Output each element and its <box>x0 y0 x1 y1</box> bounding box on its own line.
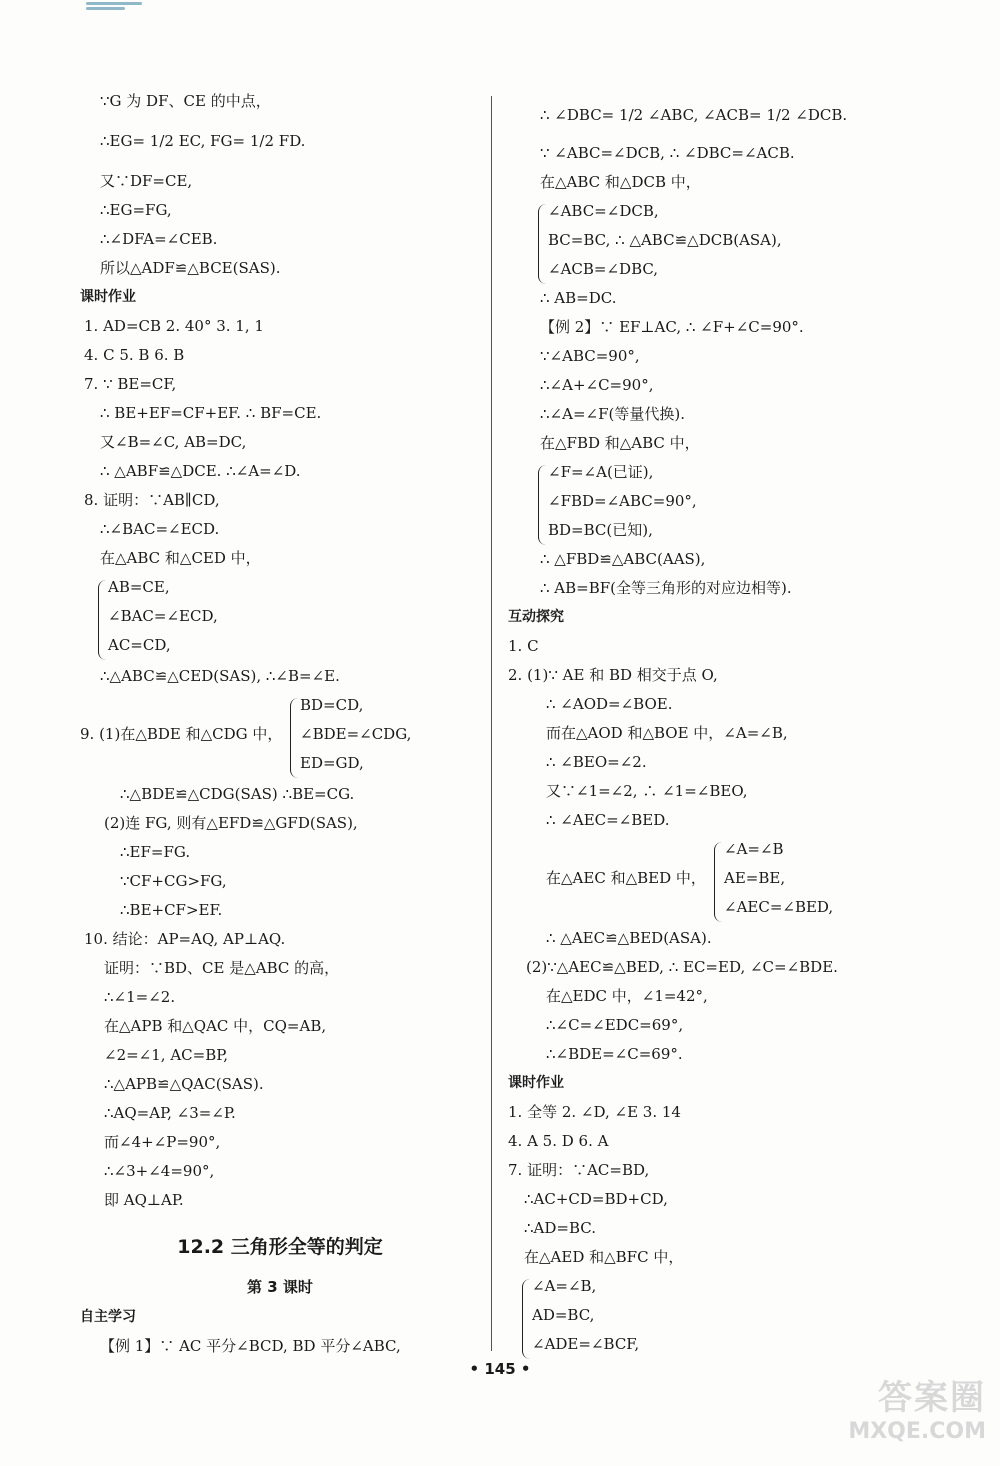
text-line: ∴ △AEC≌△BED(ASA). <box>546 929 712 947</box>
text-line: AD=BC, <box>532 1306 595 1324</box>
text-line: 又∵∠1=∠2, ∴ ∠1=∠BEO, <box>546 782 748 800</box>
text-line: ∵∠ABC=90°, <box>540 347 640 365</box>
text-line: ∴ ∠AOD=∠BOE. <box>546 695 673 713</box>
brace-icon <box>538 204 547 284</box>
text-line: ∴ AB=BF(全等三角形的对应边相等). <box>540 579 792 597</box>
text-line: 10. 结论：AP=AQ, AP⊥AQ. <box>84 930 286 948</box>
text-line: ∴ △FBD≌△ABC(AAS), <box>540 550 706 568</box>
section-title: 12.2 三角形全等的判定 <box>177 1236 383 1258</box>
text-line: 4. A 5. D 6. A <box>508 1132 609 1150</box>
text-line: ∴EG=FG, <box>100 201 172 219</box>
text-line: ED=GD, <box>300 754 364 772</box>
text-line: ∴AD=BC. <box>524 1219 596 1237</box>
text-line: ∠ABC=∠DCB, <box>548 202 659 220</box>
text-line: ∠A=∠B, <box>532 1277 597 1295</box>
text-line: ∴EF=FG. <box>120 843 191 861</box>
text-line: ∴∠BDE=∠C=69°. <box>546 1045 683 1063</box>
text-line: ∴∠C=∠EDC=69°, <box>546 1016 684 1034</box>
text-line: ∴ ∠DBC= 1/2 ∠ABC, ∠ACB= 1/2 ∠DCB. <box>540 106 848 124</box>
text-line: 在△APB 和△QAC 中，CQ=AB, <box>104 1017 327 1035</box>
text-line: (2)∵△AEC≌△BED, ∴ EC=ED, ∠C=∠BDE. <box>526 958 838 976</box>
text-line: 在△ABC 和△CED 中， <box>100 549 261 567</box>
text-line: 4. C 5. B 6. B <box>84 346 185 364</box>
text-line: 2. (1)∵ AE 和 BD 相交于点 O, <box>508 666 718 684</box>
text-line: ∴AQ=AP, ∠3=∠P. <box>104 1104 236 1122</box>
text-line: ∴△ABC≌△CED(SAS), ∴∠B=∠E. <box>100 667 340 685</box>
text-line: ∴AC+CD=BD+CD, <box>524 1190 668 1208</box>
text-line: 而∠4+∠P=90°, <box>104 1133 221 1151</box>
text-line: ∵G 为 DF、CE 的中点， <box>100 92 271 110</box>
text-line: ∠ACB=∠DBC, <box>548 260 659 278</box>
text-line: ∴∠DFA=∠CEB. <box>100 230 218 248</box>
text-line: ∴△APB≌△QAC(SAS). <box>104 1075 264 1093</box>
header-logo-icon <box>86 2 142 16</box>
watermark-logo: 答案圈 <box>878 1378 986 1418</box>
text-line: 9. (1)在△BDE 和△CDG 中， <box>80 725 283 743</box>
watermark <box>786 1370 986 1444</box>
text-line: ∠BAC=∠ECD, <box>108 607 218 625</box>
section-heading: 自主学习 <box>80 1309 136 1325</box>
text-line: ∴∠1=∠2. <box>104 988 176 1006</box>
text-line: 在△ABC 和△DCB 中， <box>540 173 701 191</box>
text-line: ∴ AB=DC. <box>540 289 617 307</box>
text-line: ∠BDE=∠CDG, <box>300 725 412 743</box>
text-line: ∴∠A=∠F(等量代换). <box>540 405 685 423</box>
text-line: 【例 1】∵ AC 平分∠BCD, BD 平分∠ABC, <box>100 1337 401 1355</box>
section-heading: 课时作业 <box>508 1075 564 1091</box>
text-line: 又∠B=∠C, AB=DC, <box>100 433 247 451</box>
section-heading: 课时作业 <box>80 289 136 305</box>
watermark-url: MXQE.COM <box>848 1419 986 1444</box>
text-line: AE=BE, <box>724 869 786 887</box>
text-line: ∠2=∠1, AC=BP, <box>104 1046 229 1064</box>
text-line: BC=BC, ∴ △ABC≌△DCB(ASA), <box>548 231 782 249</box>
text-line: ∴∠A+∠C=90°, <box>540 376 654 394</box>
text-line: ∠FBD=∠ABC=90°, <box>548 492 697 510</box>
text-line: 所以△ADF≌△BCE(SAS). <box>100 259 281 277</box>
section-heading: 互动探究 <box>508 609 564 625</box>
text-line: ∴ △ABF≌△DCE. ∴∠A=∠D. <box>100 462 301 480</box>
text-line: ∠ADE=∠BCF, <box>532 1335 640 1353</box>
text-line: AB=CE, <box>108 578 170 596</box>
text-line: 【例 2】∵ EF⊥AC, ∴ ∠F+∠C=90°. <box>540 318 804 336</box>
text-line: ∴△BDE≌△CDG(SAS) ∴BE=CG. <box>120 785 355 803</box>
page-number: • 145 • <box>469 1360 531 1378</box>
text-line: 1. 全等 2. ∠D, ∠E 3. 14 <box>508 1103 681 1121</box>
text-line: BD=BC(已知), <box>548 521 653 539</box>
text-line: 7. ∵ BE=CF, <box>84 375 177 393</box>
brace-icon <box>714 842 723 922</box>
text-line: 在△AEC 和△BED 中， <box>546 869 706 887</box>
text-line: BD=CD, <box>300 696 364 714</box>
text-line: ∴BE+CF>EF. <box>120 901 223 919</box>
text-line: ∴ BE+EF=CF+EF. ∴ BF=CE. <box>100 404 322 422</box>
text-line: (2)连 FG, 则有△EFD≌△GFD(SAS), <box>104 814 358 832</box>
text-line: 1. C <box>508 637 539 655</box>
text-line: ∵ ∠ABC=∠DCB, ∴ ∠DBC=∠ACB. <box>540 144 795 162</box>
text-line: 7. 证明：∵AC=BD, <box>508 1161 650 1179</box>
text-line: ∠F=∠A(已证), <box>548 463 654 481</box>
text-line: 证明：∵BD、CE 是△ABC 的高， <box>104 959 340 977</box>
text-line: ∠A=∠B <box>724 840 784 858</box>
text-line: 8. 证明：∵AB∥CD, <box>84 491 220 509</box>
text-line: ∴ ∠BEO=∠2. <box>546 753 647 771</box>
text-line: 1. AD=CB 2. 40° 3. 1, 1 <box>84 317 264 335</box>
text-line: 在△FBD 和△ABC 中， <box>540 434 700 452</box>
text-line: 又∵DF=CE, <box>100 172 193 190</box>
text-line: 在△AED 和△BFC 中， <box>524 1248 684 1266</box>
text-line: ∵CF+CG>FG, <box>120 872 227 890</box>
text-line: ∠AEC=∠BED, <box>724 898 834 916</box>
text-line: 即 AQ⊥AP. <box>104 1191 184 1209</box>
text-line: ∴ ∠AEC=∠BED. <box>546 811 670 829</box>
text-line: ∴EG= 1/2 EC, FG= 1/2 FD. <box>100 132 306 150</box>
text-line: 在△EDC 中，∠1=42°, <box>546 987 708 1005</box>
brace-icon <box>522 1279 531 1359</box>
text-line: ∴∠3+∠4=90°, <box>104 1162 215 1180</box>
brace-icon <box>290 698 299 778</box>
text-line: AC=CD, <box>108 636 171 654</box>
lesson-title: 第 3 课时 <box>247 1278 313 1296</box>
text-line: 而在△AOD 和△BOE 中，∠A=∠B, <box>546 724 788 742</box>
brace-icon <box>98 580 107 660</box>
text-line: ∴∠BAC=∠ECD. <box>100 520 220 538</box>
column-divider <box>491 96 492 1351</box>
brace-icon <box>538 465 547 545</box>
